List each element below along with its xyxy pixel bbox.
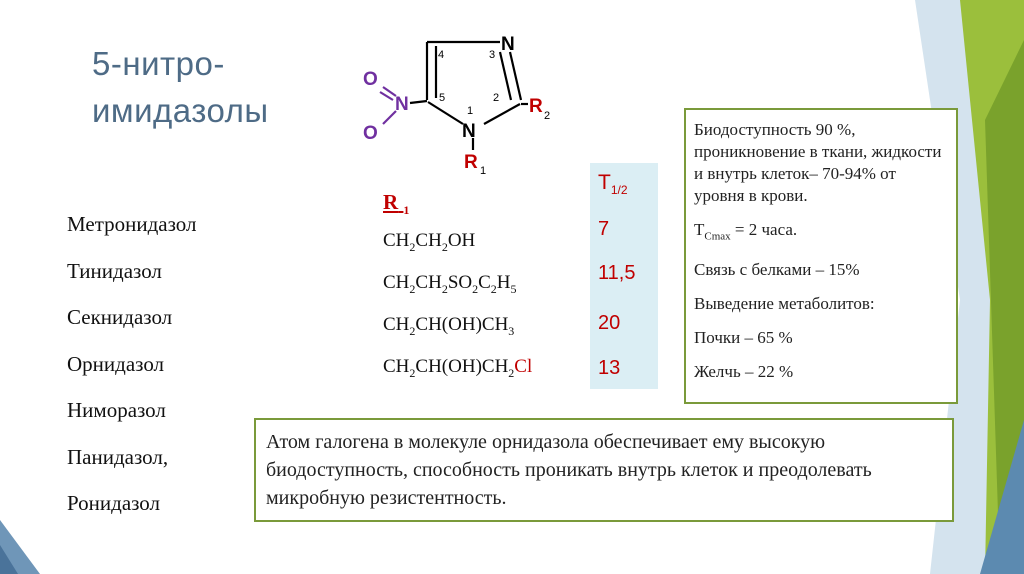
r1-row: $CH_2CH_2OH$ [383, 230, 476, 254]
bioavailability-text: Биодоступность 90 %, проникновение в ткани, жидкости и внутрь клеток– 70-94% от уровня в крови. [694, 120, 942, 205]
substituent-r1-index: 1 [480, 165, 487, 177]
halogen-note-text: Атом галогена в молекуле орнидазола обеспечивает ему высокую биодоступность, способность проникать внутрь клеток и преодолевать микробную резистентность. [266, 431, 872, 509]
drug-item: Панидазол, [67, 444, 169, 469]
r1-row: $CH_2CH(OH)CH_3$ [383, 314, 515, 338]
r1-row: $CH_2CH_2SO_2C_2H_5$ [383, 272, 517, 296]
drug-item: Ронидазол [67, 491, 161, 515]
excretion-text: Выведение метаболитов: [694, 294, 875, 314]
drug-item: Метронидазол [67, 212, 197, 236]
half-life-value: 20 [598, 312, 621, 334]
substituent-r2: R [529, 96, 543, 117]
chlorine-label: Cl [514, 356, 533, 377]
atom-n-nitro: N [395, 94, 409, 115]
pharmacokinetics-box [684, 108, 958, 404]
substituent-r1: R [464, 152, 478, 173]
atom-o-bottom: O [363, 123, 378, 144]
half-life-value: 11,5 [598, 262, 636, 284]
substituent-r2-index: 2 [544, 110, 551, 122]
r1-substituent-column [383, 190, 532, 398]
r1-header [383, 190, 532, 230]
drug-item: Тинидазол [67, 258, 162, 283]
drug-list [67, 212, 197, 538]
r1-row: $CH_2CH(OH)CH_2Cl$ [383, 356, 533, 380]
drug-item: Ниморазол [67, 398, 166, 422]
half-life-value: 13 [598, 357, 621, 379]
atom-n1: N [462, 121, 476, 142]
r1-header-index: 1 [403, 203, 410, 218]
ring-num-2: 2 [493, 92, 500, 104]
drug-item: Орнидазол [67, 351, 165, 376]
half-life-column [590, 163, 658, 389]
ring-num-1: 1 [467, 105, 474, 117]
halogen-note-box [254, 418, 954, 522]
half-life-header: $T_{1/2}$ [598, 171, 628, 198]
protein-binding-text: Связь с белками – 15% [694, 260, 860, 280]
half-life-value: 7 [598, 218, 610, 240]
atom-n3: N [501, 34, 515, 55]
ring-num-3: 3 [489, 49, 496, 61]
atom-o-top: O [363, 69, 378, 90]
r1-header-letter: R [383, 190, 399, 214]
ring-num-5: 5 [439, 92, 446, 104]
tmax-text: $T_{Cmax} = 2$ часа. [694, 220, 798, 243]
kidneys-text: Почки – 65 % [694, 328, 793, 348]
bile-text: Желчь – 22 % [694, 362, 794, 382]
title-line-1: 5-нитро- [92, 45, 225, 82]
ring-num-4: 4 [438, 49, 445, 61]
title-line-2: имидазолы [92, 92, 269, 129]
drug-item: Секнидазол [67, 305, 173, 329]
